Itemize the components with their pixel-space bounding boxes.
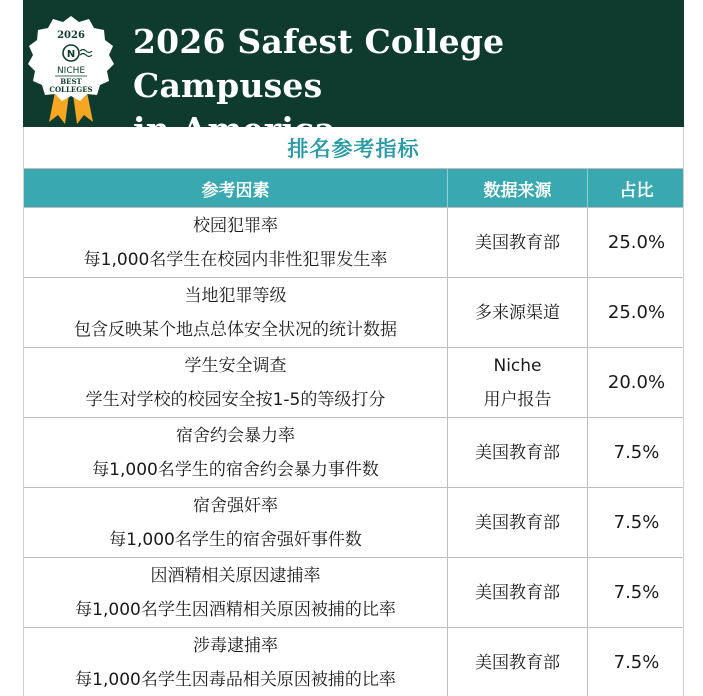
source-text: 多来源渠道 — [475, 302, 560, 323]
factor-name: 因酒精相关原因逮捕率 — [150, 565, 321, 586]
table-header-row — [24, 169, 683, 207]
factor-cell — [24, 208, 448, 277]
header-factor: 参考因素 — [24, 169, 448, 207]
source-cell — [448, 208, 588, 277]
factor-desc: 包含反映某个地点总体安全状况的统计数据 — [74, 319, 397, 340]
share-cell: 7.5% — [613, 512, 660, 533]
share-cell: 7.5% — [613, 582, 660, 603]
factor-name: 校园犯罪率 — [193, 215, 278, 236]
share-cell: 20.0% — [607, 372, 666, 393]
svg-text:NICHE: NICHE — [56, 66, 86, 76]
source-text: 美国教育部 — [475, 582, 560, 603]
factor-desc: 每1,000名学生因酒精相关原因被捕的比率 — [75, 599, 396, 620]
factor-desc: 每1,000名学生的宿舍约会暴力事件数 — [92, 459, 379, 480]
factor-name: 宿舍强奸率 — [193, 495, 278, 516]
ranking-factors-table — [23, 127, 684, 696]
source-cell — [448, 278, 588, 347]
factor-cell — [24, 628, 448, 696]
svg-text:2026: 2026 — [57, 30, 85, 41]
source-text-2: 用户报告 — [483, 389, 552, 410]
source-text: 美国教育部 — [475, 512, 560, 533]
niche-best-colleges-badge — [25, 14, 117, 126]
table-row — [24, 347, 683, 417]
factor-desc: 学生对学校的校园安全按1-5的等级打分 — [85, 389, 386, 410]
factor-desc: 每1,000名学生因毒品相关原因被捕的比率 — [75, 669, 396, 690]
header-share: 占比 — [619, 180, 654, 201]
factor-name: 学生安全调查 — [184, 355, 287, 376]
source-text: 美国教育部 — [475, 232, 560, 253]
svg-text:N: N — [66, 49, 76, 60]
factor-cell — [24, 278, 448, 347]
factor-desc: 每1,000名学生的宿舍强奸事件数 — [109, 529, 362, 550]
share-cell: 25.0% — [607, 302, 666, 323]
source-cell — [448, 348, 588, 417]
svg-text:COLLEGES: COLLEGES — [49, 85, 93, 94]
factor-cell — [24, 418, 448, 487]
table-row — [24, 627, 683, 696]
table-row — [24, 487, 683, 557]
table-row — [24, 207, 683, 277]
source-cell — [448, 418, 588, 487]
header-source: 数据来源 — [448, 169, 588, 207]
share-cell: 7.5% — [613, 652, 660, 673]
factor-name: 涉毒逮捕率 — [193, 635, 278, 656]
source-text: 美国教育部 — [475, 442, 560, 463]
table-row — [24, 557, 683, 627]
source-cell — [448, 628, 588, 696]
table-row — [24, 417, 683, 487]
factor-cell — [24, 348, 448, 417]
title-line-2: in America — [133, 110, 336, 149]
factor-cell — [24, 558, 448, 627]
source-cell — [448, 488, 588, 557]
table-row — [24, 277, 683, 347]
svg-text:BEST: BEST — [60, 77, 82, 86]
share-cell: 7.5% — [613, 442, 660, 463]
source-cell — [448, 558, 588, 627]
factor-name: 当地犯罪等级 — [184, 285, 287, 306]
table-caption: 排名参考指标 — [24, 127, 683, 169]
source-text: Niche — [493, 355, 542, 376]
factor-desc: 每1,000名学生在校园内非性犯罪发生率 — [83, 249, 388, 270]
factor-name: 宿舍约会暴力率 — [176, 425, 295, 446]
share-cell: 25.0% — [607, 232, 666, 253]
title-line-1: 2026 Safest College Campuses — [133, 22, 505, 105]
factor-cell — [24, 488, 448, 557]
source-text: 美国教育部 — [475, 652, 560, 673]
